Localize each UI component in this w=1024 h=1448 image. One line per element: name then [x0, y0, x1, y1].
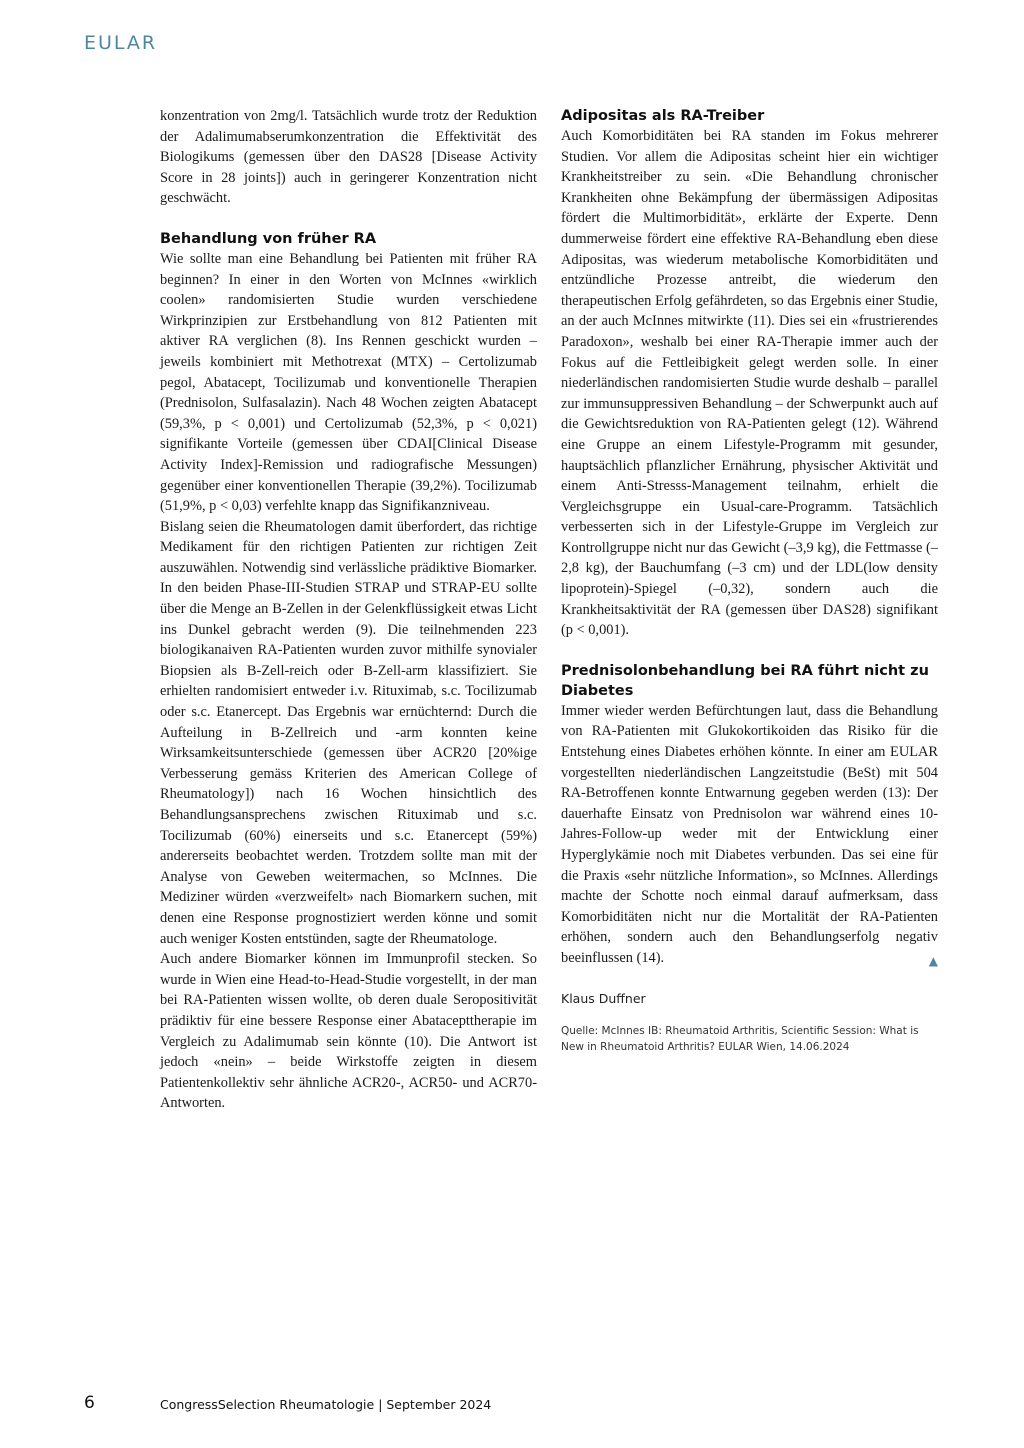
end-of-article-triangle-icon: ▲	[928, 953, 938, 968]
heading-early-ra: Behandlung von früher RA	[160, 230, 377, 247]
intro-paragraph: konzentration von 2mg/l. Tatsächlich wurde trotz der Reduktion der Adalimumabserumkonzentration die Effektivität des Biologikums (gemessen über den DAS28 [Disease Activity Score in 28 joints]) auch in geringerer Konzentration nicht geschwächt.	[160, 108, 537, 207]
paragraph-immune-profile: Auch andere Biomarker können im Immunprofil stecken. So wurde in Wien eine Head-to-Head-Studie vorgestellt, in der man bei RA-Patienten wissen wollte, ob deren duale Seropositivität prädiktiv für eine bessere Response einer Abatacepttherapie im Vergleich zu Adalimumab sein könnte (10). Die Antwort ist jedoch «nein» – beide Wirkstoffe zeigten in diesem Patientenkollektiv sehr ähnliche ACR20-, ACR50- und ACR70-Antworten.	[160, 951, 537, 1112]
paragraph-prednisolone	[561, 701, 938, 969]
paragraph-biomarkers: Bislang seien die Rheumatologen damit überfordert, das richtige Medikament für den richtigen Patienten zur richtigen Zeit auszuwählen. Notwendig sind verlässliche prädiktive Biomarker. In den beiden Phase-III-Studien STRAP und STRAP-EU sollte über die Menge an B-Zellen in der Gelenkflüssigkeit etwas Licht ins Dunkel gebracht werden (9). Die teilnehmenden 223 biologikanaiven RA-Patienten wurden zuvor mithilfe synovialer Biopsien als B-Zell-reich oder B-Zell-arm klassifiziert. Sie erhielten randomisiert entweder i.v. Rituximab, s.c. Tocilizumab oder s.c. Etanercept. Das Ergebnis war ernüchternd: Durch die Aufteilung in B-Zellreich und -arm konnten keine Wirksamkeitsunterschiede (gemessen über ACR20 [20%ige Verbesserung gemäss Kriterien des American College of Rheumatology]) nach 16 Wochen hinsichtlich des Behandlungsansprechens zwischen Rituximab und s.c. Tocilizumab (60%) einerseits und s.c. Etanercept (59%) andererseits beobachtet werden. Trotzdem sollte man mit der Analyse von Geweben weitermachen, so McInnes. Die Mediziner würden «verzweifelt» nach Biomarkern suchen, mit denen eine Response prognostiziert werden könne und somit auch weniger Kosten entstünden, sagte der Rheumatologe.	[160, 518, 537, 947]
paragraph-early-ra: Wie sollte man eine Behandlung bei Patienten mit früher RA beginnen? In einer in den Worten von McInnes «wirklich coolen» randomisierten Studie wurden verschiedene Wirkprinzipien zur Erstbehandlung von 812 Patienten mit aktiver RA verglichen (8). Ins Rennen geschickt wurden – jeweils kombiniert mit Methotrexat (MTX) – Certolizumab pegol, Abatacept, Tocilizumab und konventionelle Therapien (Prednisolon, Sulfasalazin). Nach 48 Wochen zeigten Abatacept (59,3%, p < 0,001) und Certolizumab (52,3%, p < 0,021) signifikante Vorteile (gemessen über CDAI[Clinical Disease Activity Index]-Remission und radiografische Messungen) gegenüber einer konventionellen Therapie (39,2%). Tocilizumab (51,9%, p < 0,03) verfehlte knapp das Signifikanzniveau.	[160, 250, 537, 515]
section-label: EULAR	[84, 32, 158, 54]
heading-obesity: Adipositas als RA-Treiber	[561, 108, 765, 124]
paragraph-obesity: Auch Komorbiditäten bei RA standen im Fokus mehrerer Studien. Vor allem die Adipositas scheint hier ein wichtiger Krankheitstreiber zu sein. «Die Behandlung chronischer Krankheiten ohne Bekämpfung der übermässigen Adipositas fördert die Multimorbidität», erklärte der Experte. Denn dummerweise fördert eine effektive RA-Behandlung eben diese Adipositas, was wiederum metabolische Komorbiditäten und entzündliche Prozesse antreibt, die wiederum den therapeutischen Erfolg gefährdeten, so das Ergebnis einer Studie, an der auch McInnes mitwirkte (11). Dies sei ein «frustrierendes Paradoxon», weshalb bei einer RA-Therapie immer auch der Fokus auf die Fettleibigkeit gelegt werden solle. In einer niederländischen randomisierten Studie wurde deshalb – parallel zur immunsuppressiven Behandlung – der Schwerpunkt auch auf die Gewichtsreduktion von RA-Patienten gelegt (12). Während eine Gruppe an einem Lifestyle-Programm mit gesunder, hauptsächlich pflanzlicher Ernährung, physischer Aktivität und einem Anti-Stresss-Management teilnahm, erhielt die Vergleichsgruppe ein Usual-care-Programm. Tatsächlich verbesserten sich in der Lifestyle-Gruppe im Vergleich zur Kontrollgruppe nicht nur das Gewicht (–3,9 kg), die Fettmasse (–2,8 kg), der Bauchumfang (–3 cm) und der LDL(low density lipoprotein)-Spiegel (–0,32), sondern auch die Krankheitsaktivität der RA (gemessen über DAS28) signifikant (p < 0,001).	[561, 128, 938, 639]
left-column	[160, 106, 537, 1114]
page-number: 6	[84, 1393, 95, 1413]
paragraph-prednisolone-text: Immer wieder werden Befürchtungen laut, dass die Behandlung von RA-Patienten mit Glukokortikoiden das Risiko für die Entstehung eines Diabetes erhöhen könnte. In einer am EULAR vorgestellten niederländischen Langzeitstudie (BeSt) mit 504 RA-Betroffenen konnte Entwarnung gegeben werden (13): Der dauerhafte Einsatz von Prednisolon war während eines 10-Jahres-Follow-up weder mit der Entwicklung einer Hyperglykämie noch mit Diabetes verbunden. Das sei eine für die Praxis «sehr nützliche Information», so McInnes. Allerdings machte der Schotte noch einmal darauf aufmerksam, dass Komorbiditäten nicht nur die Mortalität der RA-Patienten erhöhen, sondern auch den Behandlungserfolg negativ beeinflussen (14).	[561, 702, 938, 966]
footer-publication: CongressSelection Rheumatologie | September 2024	[160, 1397, 492, 1412]
right-column	[561, 106, 938, 1055]
author-name: Klaus Duffner	[561, 990, 646, 1006]
heading-prednisolone: Prednisolonbehandlung bei RA führt nicht zu Diabetes	[561, 662, 929, 699]
source-citation: Quelle: McInnes IB: Rheumatoid Arthritis, Scientific Session: What is New in Rheumatoid Arthritis? EULAR Wien, 14.06.2024	[561, 1025, 919, 1054]
